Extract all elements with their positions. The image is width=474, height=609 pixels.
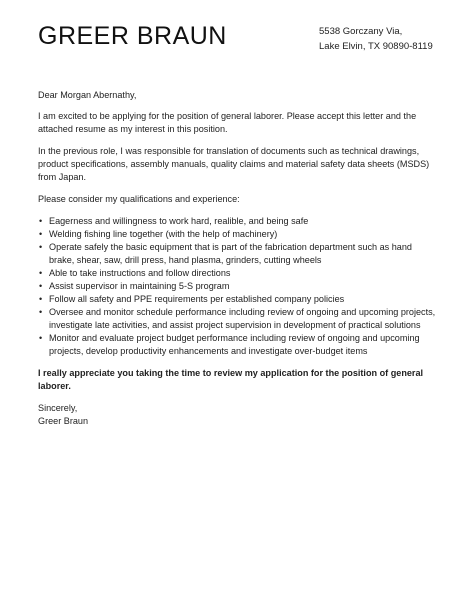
qualification-item: • Able to take instructions and follow directions bbox=[49, 267, 438, 280]
qualification-item: • Operate safely the basic equipment that is part of the fabrication department such as hand brake, shear, saw, drill press, hand plasma, grinders, cutting wheels bbox=[49, 241, 438, 267]
applicant-address bbox=[319, 24, 433, 54]
qualification-item: • Oversee and monitor schedule performance including review of ongoing and upcoming projects, investigate late activities, and assist project supervision in development of practical solutions bbox=[49, 306, 438, 332]
qualifications-list bbox=[38, 215, 438, 358]
closing-paragraph: I really appreciate you taking the time to review my application for the position of general laborer. bbox=[38, 368, 424, 391]
signature-name: Greer Braun bbox=[38, 416, 89, 426]
qualification-item: • Eagerness and willingness to work hard, realible, and being safe bbox=[49, 215, 438, 228]
signoff-block bbox=[38, 402, 438, 428]
address-line-1: 5538 Gorczany Via, bbox=[319, 26, 403, 37]
applicant-name: GREER BRAUN bbox=[38, 22, 227, 50]
qualification-item: • Monitor and evaluate project budget performance including review of ongoing and upcoming projects, develop productivity enhancements and investigate over-budget items bbox=[49, 332, 438, 358]
qualification-item: • Assist supervisor in maintaining 5-S program bbox=[49, 280, 438, 293]
intro-paragraph: I am excited to be applying for the position of general laborer. Please accept this letter and the attached resume as my interest in this position. bbox=[38, 111, 417, 134]
qualifications-intro: Please consider my qualifications and experience: bbox=[38, 194, 240, 204]
qualification-item: • Welding fishing line together (with the help of machinery) bbox=[49, 228, 438, 241]
experience-paragraph: In the previous role, I was responsible for translation of documents such as technical drawings, product specifications, assembly manuals, quality claims and material safety data sheets (MSDS) from Japan. bbox=[38, 146, 430, 182]
letter-body bbox=[38, 89, 438, 428]
address-line-2: Lake Elvin, TX 90890-8119 bbox=[319, 41, 433, 52]
qualification-item: • Follow all safety and PPE requirements per established company policies bbox=[49, 293, 438, 306]
signoff: Sincerely, bbox=[38, 403, 78, 413]
salutation: Dear Morgan Abernathy, bbox=[38, 90, 137, 100]
